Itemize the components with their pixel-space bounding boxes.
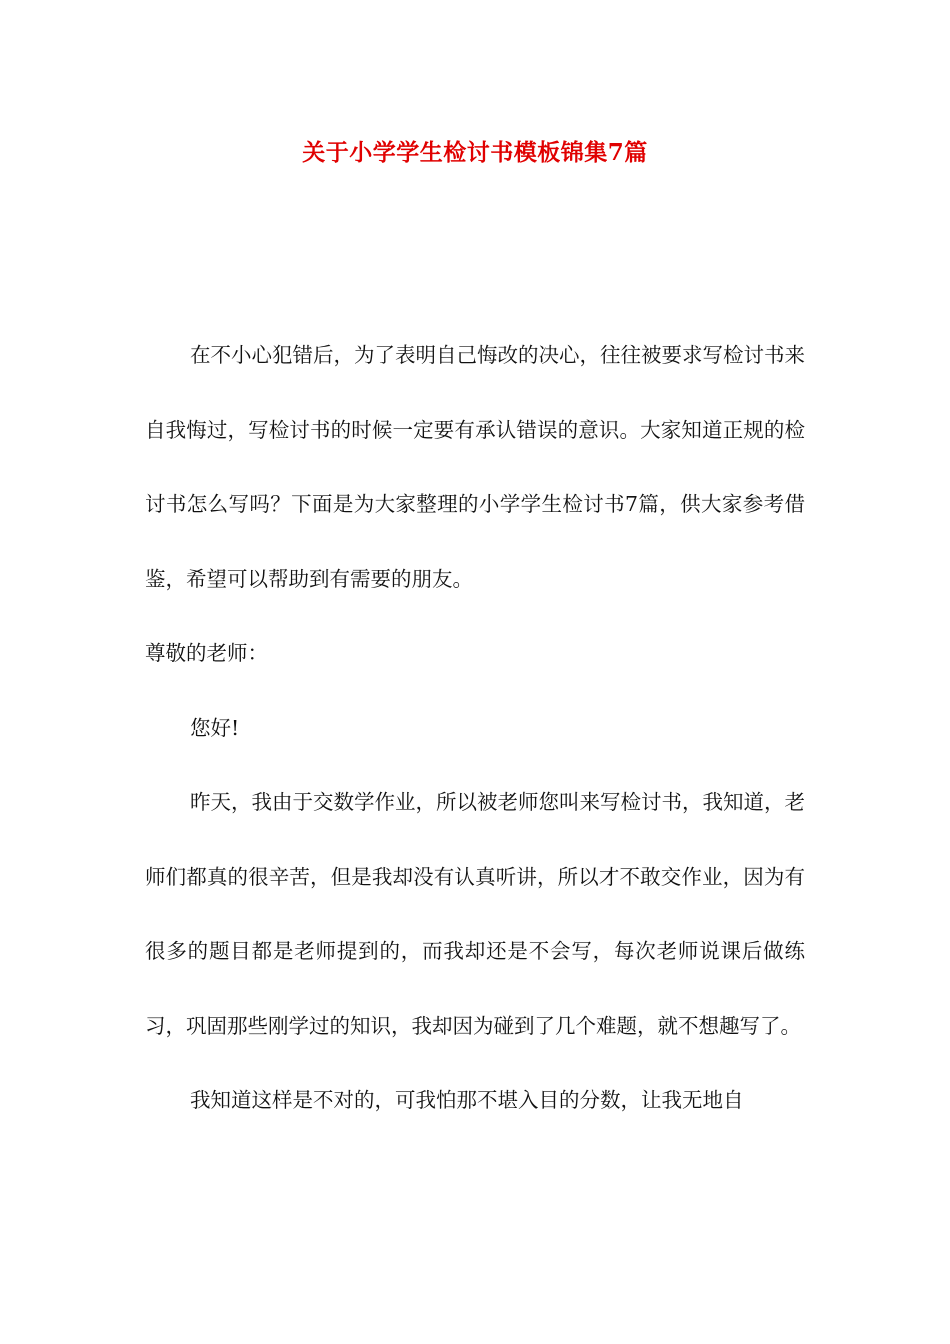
salutation: 尊敬的老师：	[145, 641, 268, 665]
greeting: 您好!	[190, 715, 240, 740]
document-body	[145, 318, 805, 1138]
body-paragraph-1: 昨天，我由于交数学作业，所以被老师您叫来写检讨书，我知道，老师们都真的很辛苦，但是我却没有认真听讲，所以才不敢交作业，因为有很多的题目都是老师提到的，而我却还是不会写，每次老师说课后做练习，巩固那些刚学过的知识，我却因为碰到了几个难题，就不想趣写了。	[145, 790, 805, 1038]
document-title: 关于小学学生检讨书模板锦集7篇	[302, 139, 648, 166]
intro-paragraph: 在不小心犯错后，为了表明自己悔改的决心，往往被要求写检讨书来自我悔过，写检讨书的时候一定要有承认错误的意识。大家知道正规的检讨书怎么写吗？下面是为大家整理的小学学生检讨书7篇，供大家参考借鉴，希望可以帮助到有需要的朋友。	[145, 343, 805, 591]
body-paragraph-2: 我知道这样是不对的，可我怕那不堪入目的分数，让我无地自	[190, 1088, 744, 1112]
